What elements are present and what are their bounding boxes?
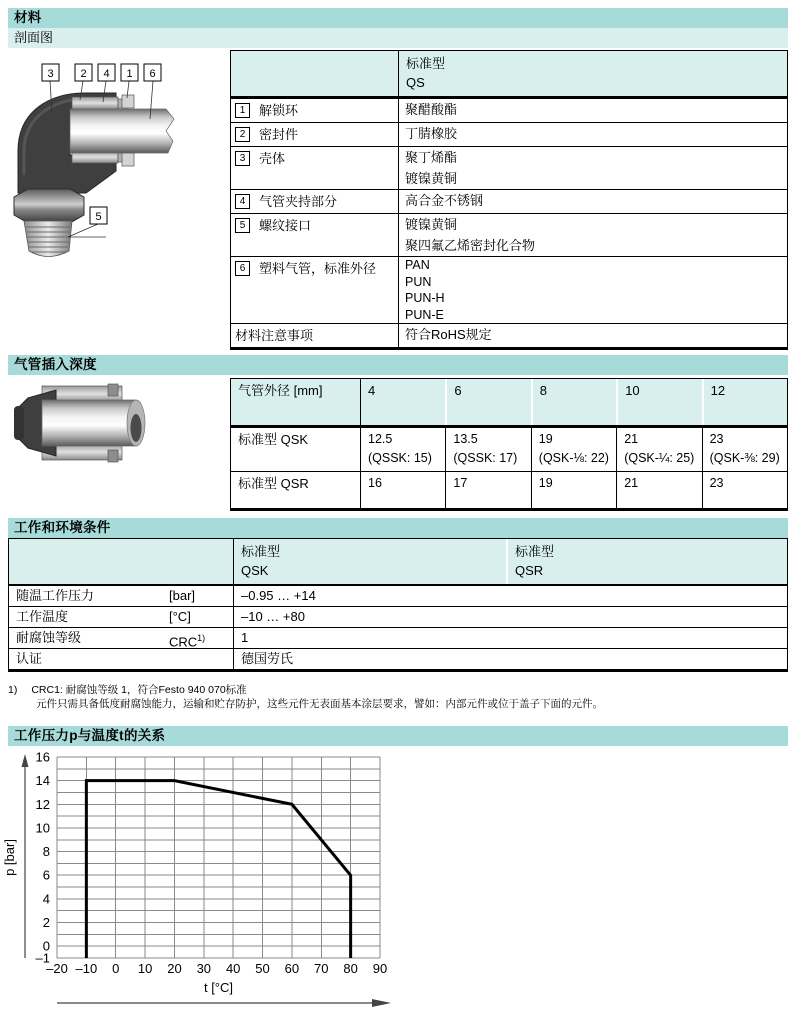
tubing	[70, 109, 174, 153]
materials-row-label	[231, 99, 398, 122]
materials-row-value	[398, 214, 787, 256]
callout-2: 2	[80, 68, 87, 80]
condition-unit	[169, 649, 233, 669]
x-tick-label: 90	[372, 961, 388, 976]
material-value: PUN-E	[405, 307, 444, 322]
operating-conditions-table	[8, 538, 788, 672]
y-tick-label: 10	[35, 820, 50, 836]
conditions-header-qsr	[506, 539, 787, 584]
tubing	[42, 400, 136, 446]
footnote-text-1: CRC1: 耐腐蚀等级 1，符合Festo 940 070标准	[31, 684, 247, 696]
condition-value: –10 … +80	[233, 607, 787, 627]
materials-row	[231, 122, 787, 146]
elbow-fitting-cutaway-image	[10, 55, 225, 305]
x-tick-label: 10	[137, 961, 153, 976]
condition-row	[9, 648, 787, 669]
material-value: PUN-H	[405, 291, 445, 305]
variant-type-label: 标准型	[406, 56, 446, 71]
condition-value: 德国劳氏	[233, 649, 787, 669]
depth-value-line: (QSK-⅛: 22)	[538, 451, 609, 465]
y-axis-title: p [bar]	[2, 839, 17, 876]
depth-value-line: 12.5	[368, 432, 393, 446]
condition-unit: [bar]	[169, 588, 196, 603]
part-name: 壳体	[259, 151, 286, 166]
materials-row	[231, 323, 787, 347]
material-value: PUN	[405, 274, 432, 289]
footnote-reference: 1)	[197, 633, 206, 643]
y-tick-label: 6	[42, 867, 50, 883]
part-number-badge: 2	[235, 127, 250, 142]
depth-value-line: 19	[538, 432, 553, 446]
depth-value-line: 13.5	[453, 432, 478, 446]
depth-value-line: 23	[709, 432, 724, 446]
condition-unit: [°C]	[169, 609, 191, 624]
materials-row	[231, 213, 787, 256]
depth-value-line: 16	[368, 476, 382, 490]
variant-code-label: QSK	[241, 563, 269, 578]
depth-value-line: 21	[624, 432, 639, 446]
y-tick-label: 16	[35, 749, 50, 765]
materials-row	[231, 146, 787, 189]
y-tick-labels	[36, 750, 50, 966]
materials-row-label	[231, 214, 398, 256]
condition-row	[9, 606, 787, 627]
y-tick-label: 12	[35, 796, 50, 812]
hex-nut	[14, 189, 84, 223]
size-12: 12	[702, 379, 787, 425]
cartridge-body	[14, 384, 145, 462]
section-header-pressure-temperature: 工作压力p与温度t的关系	[8, 726, 788, 746]
y-tick-label: 8	[42, 844, 50, 860]
footnote-text-2: 元件只需具备低度耐腐蚀能力，运输和贮存防护，这些元件无表面基本涂层要求，譬如：内部元件或位于盖子下面的元件。	[36, 697, 603, 710]
material-value: 聚四氟乙烯密封化合物	[405, 238, 536, 253]
part-name: 材料注意事项	[235, 328, 314, 343]
materials-row-value	[398, 324, 787, 347]
depth-value-cell	[616, 472, 701, 508]
x-tick-labels	[46, 961, 387, 976]
materials-row-value	[398, 190, 787, 213]
depth-value-cell	[445, 428, 530, 471]
x-tick-label: 20	[167, 961, 182, 976]
variant-type-label: 标准型	[515, 544, 555, 559]
depth-table-header	[231, 379, 787, 428]
depth-value-line: (QSSK: 17)	[453, 451, 518, 465]
materials-row	[231, 256, 787, 323]
depth-value-cell	[702, 472, 787, 508]
materials-row	[231, 189, 787, 213]
conditions-table-header	[9, 539, 787, 586]
insertion-depth-table	[230, 378, 788, 511]
part-number-badge: 6	[235, 261, 250, 276]
variant-code-label: QSR	[515, 563, 544, 578]
depth-value-cell	[445, 472, 530, 508]
depth-value-line: (QSSK: 15)	[368, 451, 432, 465]
depth-value-cell	[616, 428, 701, 471]
part-name: 气管夹持部分	[259, 194, 338, 209]
size-8: 8	[531, 379, 616, 425]
callout-1: 1	[126, 68, 133, 80]
material-value: 聚丁烯酯	[405, 150, 458, 165]
depth-row-label: 标准型 QSK	[238, 432, 309, 447]
materials-header-variant	[398, 51, 787, 96]
condition-label: 工作温度	[16, 609, 69, 624]
y-tick-label: 2	[42, 915, 50, 931]
footnote-marker: 1)	[8, 684, 18, 696]
materials-table-body	[231, 99, 787, 347]
depth-row-label: 标准型 QSR	[238, 476, 309, 491]
part-number-badge: 3	[235, 151, 250, 166]
variant-type-label: 标准型	[241, 544, 281, 559]
depth-value-cell	[360, 472, 445, 508]
depth-table-body	[231, 428, 787, 508]
depth-value-line: 21	[624, 476, 639, 490]
y-tick-label: –1	[35, 950, 50, 966]
depth-value-line: (QSK-⅜: 29)	[709, 451, 780, 465]
materials-row-value	[398, 99, 787, 122]
materials-row-value	[398, 147, 787, 189]
depth-value-line: (QSK-¼: 25)	[624, 451, 695, 465]
chart-grid	[57, 757, 380, 958]
section-header-materials: 材料	[8, 8, 788, 28]
cartridge-cutaway-image	[12, 382, 152, 467]
y-tick-label: 14	[35, 773, 50, 789]
subtitle-cutaway-view: 剖面图	[8, 28, 788, 48]
y-tick-label: 0	[42, 938, 50, 954]
variant-code-label: QS	[406, 75, 425, 90]
material-value: 丁腈橡胶	[405, 126, 458, 141]
materials-row-label	[231, 147, 398, 189]
materials-row	[231, 99, 787, 122]
section-header-insertion-depth: 气管插入深度	[8, 355, 788, 375]
tubing-od-label: 气管外径 [mm]	[238, 383, 323, 398]
depth-value-line: 19	[538, 476, 553, 490]
depth-value-cell	[360, 428, 445, 471]
materials-row-label	[231, 324, 398, 347]
materials-table-header	[231, 51, 787, 99]
part-name: 螺纹接口	[259, 218, 312, 233]
material-value: 高合金不锈钢	[405, 193, 484, 208]
collet-top	[72, 97, 118, 109]
section-header-operating-conditions: 工作和环境条件	[8, 518, 788, 538]
depth-row	[231, 428, 787, 471]
material-value: 聚醋酸酯	[405, 102, 458, 117]
conditions-header-qsk	[233, 539, 506, 584]
condition-value: 1	[233, 628, 787, 652]
condition-label: 认证	[16, 651, 43, 666]
condition-label: 耐腐蚀等级	[16, 630, 82, 645]
part-name: 塑料气管，标准外径	[259, 261, 377, 276]
depth-value-cell	[702, 428, 787, 471]
x-tick-label: 50	[255, 961, 270, 976]
x-tick-label: –20	[46, 961, 68, 976]
x-tick-label: 70	[314, 961, 329, 976]
pressure-temperature-plot	[0, 746, 400, 1016]
callout-3: 3	[47, 68, 54, 80]
materials-table	[230, 50, 788, 350]
depth-value-line: 23	[709, 476, 724, 490]
x-tick-label: –10	[75, 961, 98, 976]
condition-row	[9, 627, 787, 648]
footnote	[8, 684, 778, 711]
materials-header-empty	[231, 51, 398, 96]
material-value: PAN	[405, 258, 430, 272]
callout-6: 6	[149, 68, 156, 80]
part-name: 解锁环	[259, 103, 299, 118]
part-number-badge: 4	[235, 194, 250, 209]
materials-row-label	[231, 190, 398, 213]
size-10: 10	[616, 379, 701, 425]
condition-row	[9, 586, 787, 606]
materials-row-label	[231, 123, 398, 146]
pressure-temperature-chart	[0, 746, 400, 1016]
callout-4: 4	[103, 68, 110, 80]
condition-value: –0.95 … +14	[233, 586, 787, 606]
callout-5: 5	[95, 211, 102, 223]
materials-row-value	[398, 257, 787, 323]
depth-value-cell	[531, 428, 616, 471]
depth-row	[231, 471, 787, 508]
x-tick-label: 40	[225, 961, 241, 976]
x-axis-title: t [°C]	[203, 980, 234, 995]
pressure-limit-curve	[86, 781, 350, 958]
size-4: 4	[360, 379, 445, 425]
condition-label: 随温工作压力	[16, 588, 95, 603]
conditions-table-body	[9, 586, 787, 669]
y-tick-label: 4	[42, 891, 50, 907]
materials-row-label	[231, 257, 398, 323]
x-tick-label: 60	[284, 961, 300, 976]
x-tick-label: 30	[196, 961, 212, 976]
size-6: 6	[445, 379, 530, 425]
material-value: 符合RoHS规定	[405, 327, 492, 342]
material-value: 镀镍黄铜	[405, 171, 458, 186]
depth-value-cell	[531, 472, 616, 508]
x-tick-label: 0	[112, 961, 120, 976]
release-ring	[122, 95, 134, 108]
part-name: 密封件	[259, 127, 299, 142]
depth-value-line: 17	[453, 476, 468, 490]
part-number-badge: 1	[235, 103, 250, 118]
condition-unit: CRC$^{1)}$	[169, 633, 206, 650]
material-value: 镀镍黄铜	[405, 217, 458, 232]
part-number-badge: 5	[235, 218, 250, 233]
male-thread	[24, 221, 72, 257]
x-tick-label: 80	[343, 961, 358, 976]
materials-row-value	[398, 123, 787, 146]
